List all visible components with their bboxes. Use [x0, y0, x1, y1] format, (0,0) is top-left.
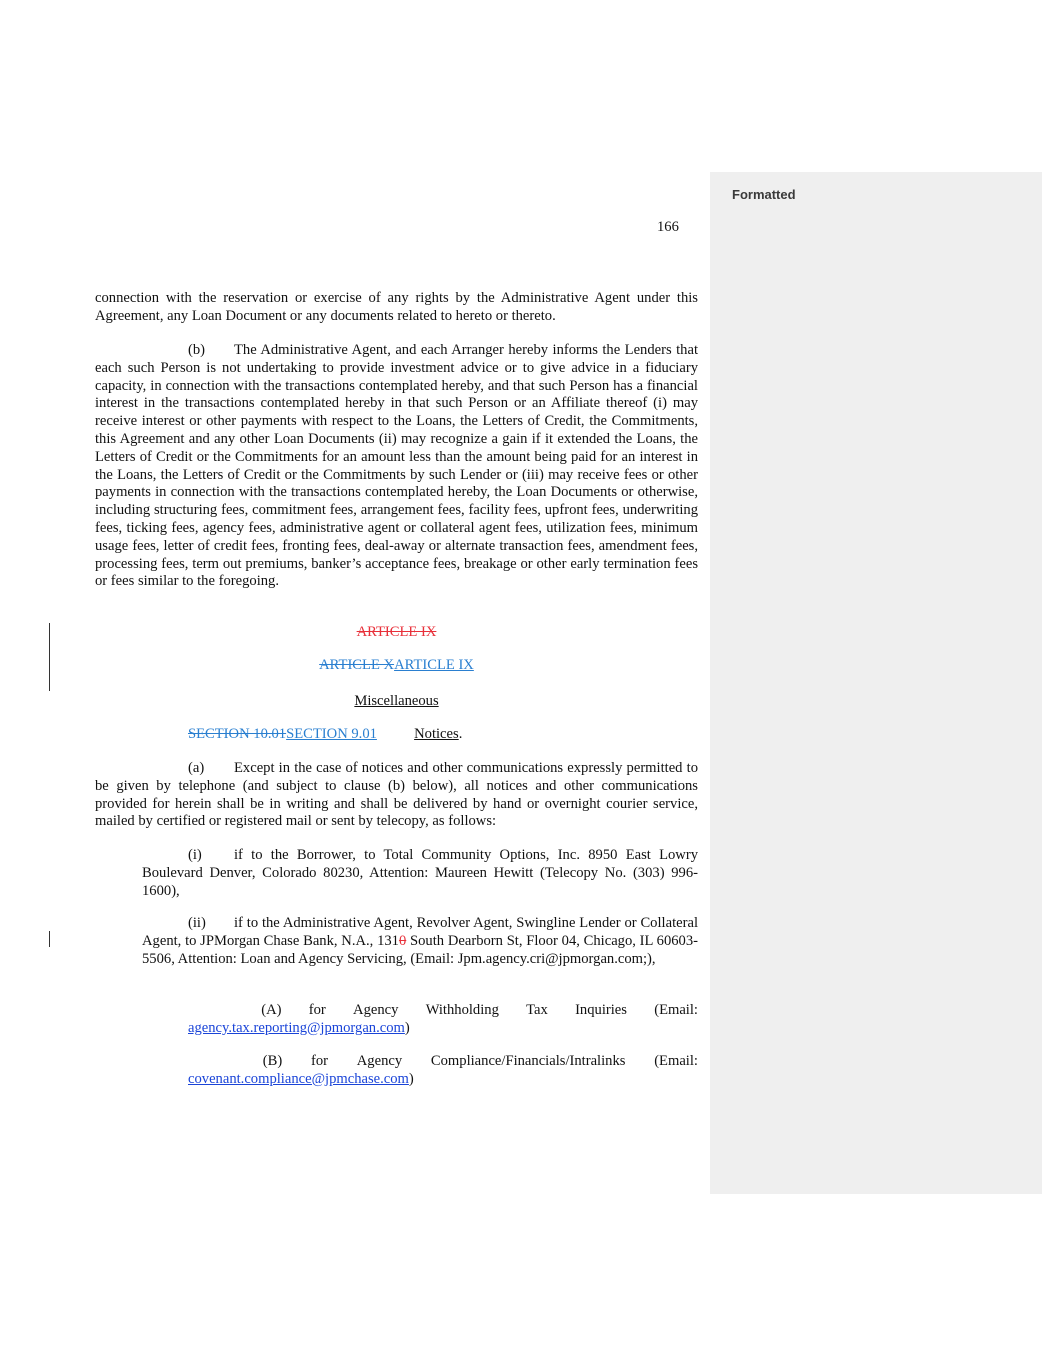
item-i-text: if to the Borrower, to Total Community Options, Inc. 8950 East Lowry Boulevard Denver, Colorado 80230, Attention: Maureen Hewitt (Telecopy No. (303) 996-1600), [142, 847, 698, 899]
comment-pane-title: Formatted [732, 187, 796, 202]
change-bar [49, 623, 50, 691]
paragraph-b [95, 342, 698, 591]
page-number: 166 [657, 219, 679, 235]
change-bar [49, 931, 50, 947]
item-B-close: ) [408, 1070, 414, 1087]
item-ii-label: (ii) [188, 915, 206, 931]
item-A-label: (A) [261, 1002, 282, 1018]
item-B-word: Compliance/Financials/Intralinks [430, 1053, 626, 1069]
item-A-word: Agency [353, 1002, 399, 1018]
item-A [188, 1002, 698, 1038]
intro-paragraph: connection with the reservation or exercise of any rights by the Administrative Agent under this Agreement, any Loan Document or any documents related to hereto or thereto. [95, 290, 698, 324]
section-heading [188, 726, 698, 744]
item-i [142, 847, 698, 900]
item-B-first-line [188, 1053, 698, 1071]
deleted-article-number: ARTICLE X [319, 657, 395, 673]
item-B-word: (Email: [654, 1053, 698, 1069]
item-i-label: (i) [188, 847, 202, 863]
inserted-section-number: SECTION 9.01 [286, 726, 377, 742]
item-B-label: (B) [262, 1053, 283, 1069]
item-A-word: Tax [526, 1002, 548, 1018]
item-ii-text-before: if to the Administrative Agent, Revolver Agent, Swingline Lender or Collateral Agent, to JPMorgan Chase Bank, N.A., 131 [142, 915, 698, 949]
paragraph-a [95, 760, 698, 831]
section-period: . [458, 726, 463, 742]
inserted-article-number: ARTICLE IX [394, 657, 474, 673]
item-ii-text-after: South Dearborn St, Floor 04, Chicago, IL 60603-5506, Attention: Loan and Agency Servicing, (Email: Jpm.agency.cri@jpmorgan.com;), [142, 932, 699, 967]
article-title [95, 693, 698, 710]
tax-reporting-email-link[interactable]: agency.tax.reporting@jpmorgan.com [188, 1019, 405, 1036]
paragraph-b-text: The Administrative Agent, and each Arranger hereby informs the Lenders that each such Person is not undertaking to provide investment advice or to give advice in a fiduciary capacity, in connection with the transactions contemplated hereby, and that such Person has a financial interest in the transactions contemplated hereby in that such Person or an Affiliate thereof (i) may receive interest or other payments with respect to the Loans, the Letters of Credit, the Commitments, this Agreement and any other Loan Documents (ii) may recognize a gain if it extended the Loans, the Letters of Credit or the Commitments for an amount less than the amount being paid for an interest in the Loans, the Letters of Credit or the Commitments by such Lender or (iii) may receive fees or other payments in connection with the transactions contemplated hereby, the Loan Documents or otherwise, including structuring fees, commitment fees, arrangement fees, facility fees, upfront fees, underwriting fees, ticking fees, agency fees, administrative agent or collateral agent fees, utilization fees, minimum usage fees, letter of credit fees, fronting fees, deal-away or alternate transaction fees, amendment fees, processing fees, term out premiums, banker’s acceptance fees, breakage or other early termination fees or fees similar to the foregoing. [95, 342, 698, 590]
deleted-article-text: ARTICLE IX [356, 624, 437, 640]
item-B [188, 1053, 698, 1089]
article-heading-deleted [95, 624, 698, 641]
item-A-word: Withholding [425, 1002, 499, 1018]
item-ii [142, 915, 698, 968]
item-ii-deleted-char: 0 [398, 932, 407, 949]
item-B-word: Agency [356, 1053, 403, 1069]
item-A-word: Inquiries [575, 1002, 627, 1018]
item-A-first-line [188, 1002, 698, 1020]
item-A-close: ) [404, 1019, 410, 1036]
item-B-word: for [310, 1053, 328, 1069]
deleted-section-number: SECTION 10.01 [188, 726, 287, 742]
article-title-text: Miscellaneous [354, 693, 439, 709]
article-heading [95, 657, 698, 674]
section-title: Notices [414, 726, 459, 742]
paragraph-a-text: Except in the case of notices and other communications expressly permitted to be given by telephone (and subject to clause (b) below), all notices and other communications provided for herein shall be in writing and shall be delivered by hand or overnight courier service, mailed by certified or registered mail or sent by telecopy, as follows: [95, 760, 698, 830]
paragraph-b-label: (b) [188, 342, 206, 358]
item-A-word: (Email: [654, 1002, 698, 1018]
item-A-word: for [308, 1002, 326, 1018]
covenant-compliance-email-link[interactable]: covenant.compliance@jpmchase.com [188, 1070, 409, 1087]
paragraph-a-label: (a) [188, 760, 205, 776]
comment-pane [710, 172, 1042, 1194]
